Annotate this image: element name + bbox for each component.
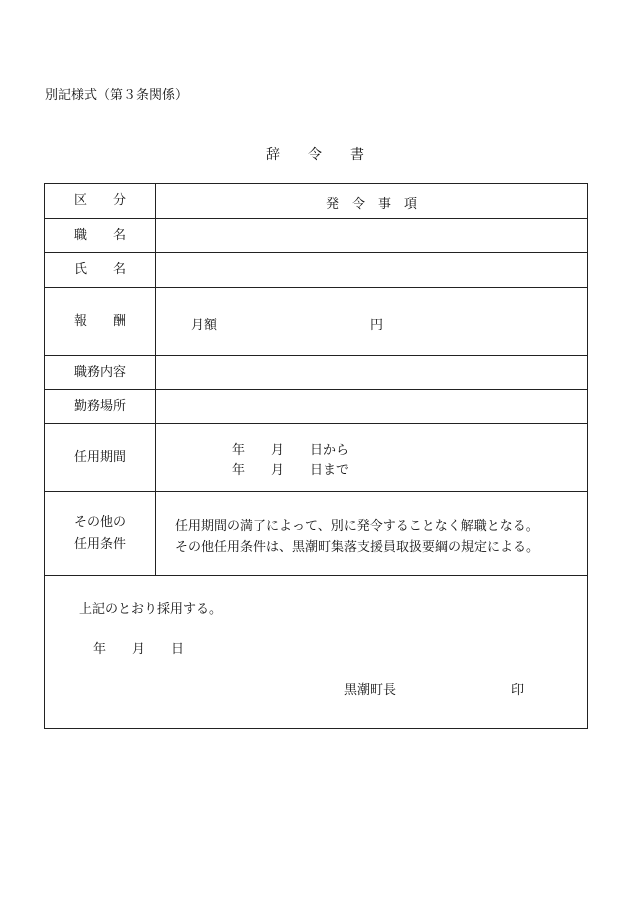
approval-section [45,576,587,728]
issuance-items-header: 発 令 事 項 [325,197,417,212]
job-title-row [45,219,587,253]
job-title-value [156,219,587,252]
appointment-table [44,183,588,729]
duties-row [45,356,587,390]
issuer-name: 黒潮町長 [344,683,397,698]
name-label: 氏 名 [45,253,156,287]
other-conditions-row [45,492,587,576]
other-conditions-text-line2: その他任用条件は、黒潮町集落支援員取扱要綱の規定による。 [175,540,540,555]
term-row [45,424,587,492]
seal-mark: 印 [511,683,525,698]
workplace-row [45,390,587,424]
duties-label: 職務内容 [45,356,156,389]
salary-label: 報 酬 [45,288,156,355]
term-to-line: 年 月 日まで [232,463,350,478]
salary-row [45,288,587,356]
salary-value [156,288,587,355]
yen-unit: 円 [370,318,384,333]
name-row [45,253,587,288]
workplace-value [156,390,587,423]
name-value [156,253,587,287]
category-header: 区 分 [45,184,156,218]
other-conditions-label [45,492,156,575]
workplace-label: 勤務場所 [45,390,156,423]
other-conditions-label-line2: 任用条件 [73,536,126,552]
other-conditions-text-line1: 任用期間の満了によって、別に発令することなく解職となる。 [175,519,539,534]
term-label: 任用期間 [45,424,156,491]
issuance-items-header-cell [156,184,587,218]
approval-statement: 上記のとおり採用する。 [79,602,223,617]
job-title-label: 職 名 [45,219,156,252]
approval-date-line: 年 月 日 [93,642,185,657]
duties-value [156,356,587,389]
term-value [156,424,587,491]
other-conditions-value [156,492,587,575]
monthly-amount-label: 月額 [191,318,218,333]
document-title: 辞 令 書 [266,147,364,163]
other-conditions-label-line1: その他の [73,514,126,530]
form-header: 別記様式（第３条関係） [45,88,189,103]
table-header-row [45,184,587,219]
term-from-line: 年 月 日から [232,443,350,458]
